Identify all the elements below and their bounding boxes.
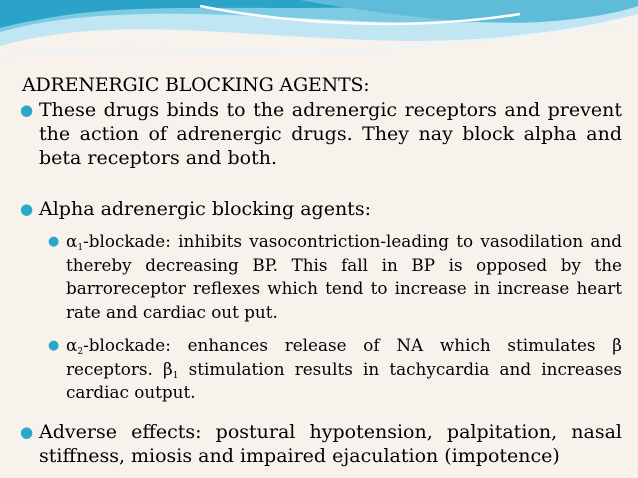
bullet-text: Alpha adrenergic blocking agents: — [39, 198, 371, 220]
header-wave-decoration — [0, 0, 638, 80]
bullet-item — [20, 197, 622, 221]
sub-bullet-text: $\alpha_2$-blockade: enhances release of NA which stimulates β receptors. $\beta_1$ stimulation results in tachycardia and increases cardiac output. — [66, 335, 622, 402]
bullet-item — [20, 420, 622, 468]
bullet-text: Adverse effects: postural hypotension, palpitation, nasal stiffness, miosis and impaired ejaculation (impotence) — [39, 421, 622, 467]
bullet-icon: ● — [20, 101, 34, 119]
bullet-icon: ● — [20, 423, 34, 441]
bullet-icon: ● — [48, 338, 60, 353]
sub-bullet-text: $\alpha_1$-blockade: inhibits vasocontriction-leading to vasodilation and thereby decreasing BP. This fall in BP is opposed by the barroreceptor reflexes which tend to increase in increase heart rate and cardiac out put. — [66, 231, 622, 322]
slide-heading: ADRENERGIC BLOCKING AGENTS: — [22, 74, 370, 96]
bullet-text: These drugs binds to the adrenergic receptors and prevent the action of adrenergic drugs. They nay block alpha and beta receptors and both. — [39, 99, 622, 169]
bullet-icon: ● — [20, 200, 34, 218]
sub-bullet-item — [48, 230, 622, 324]
bullet-item — [20, 98, 622, 170]
bullet-icon: ● — [48, 234, 60, 249]
sub-bullet-item — [48, 334, 622, 405]
